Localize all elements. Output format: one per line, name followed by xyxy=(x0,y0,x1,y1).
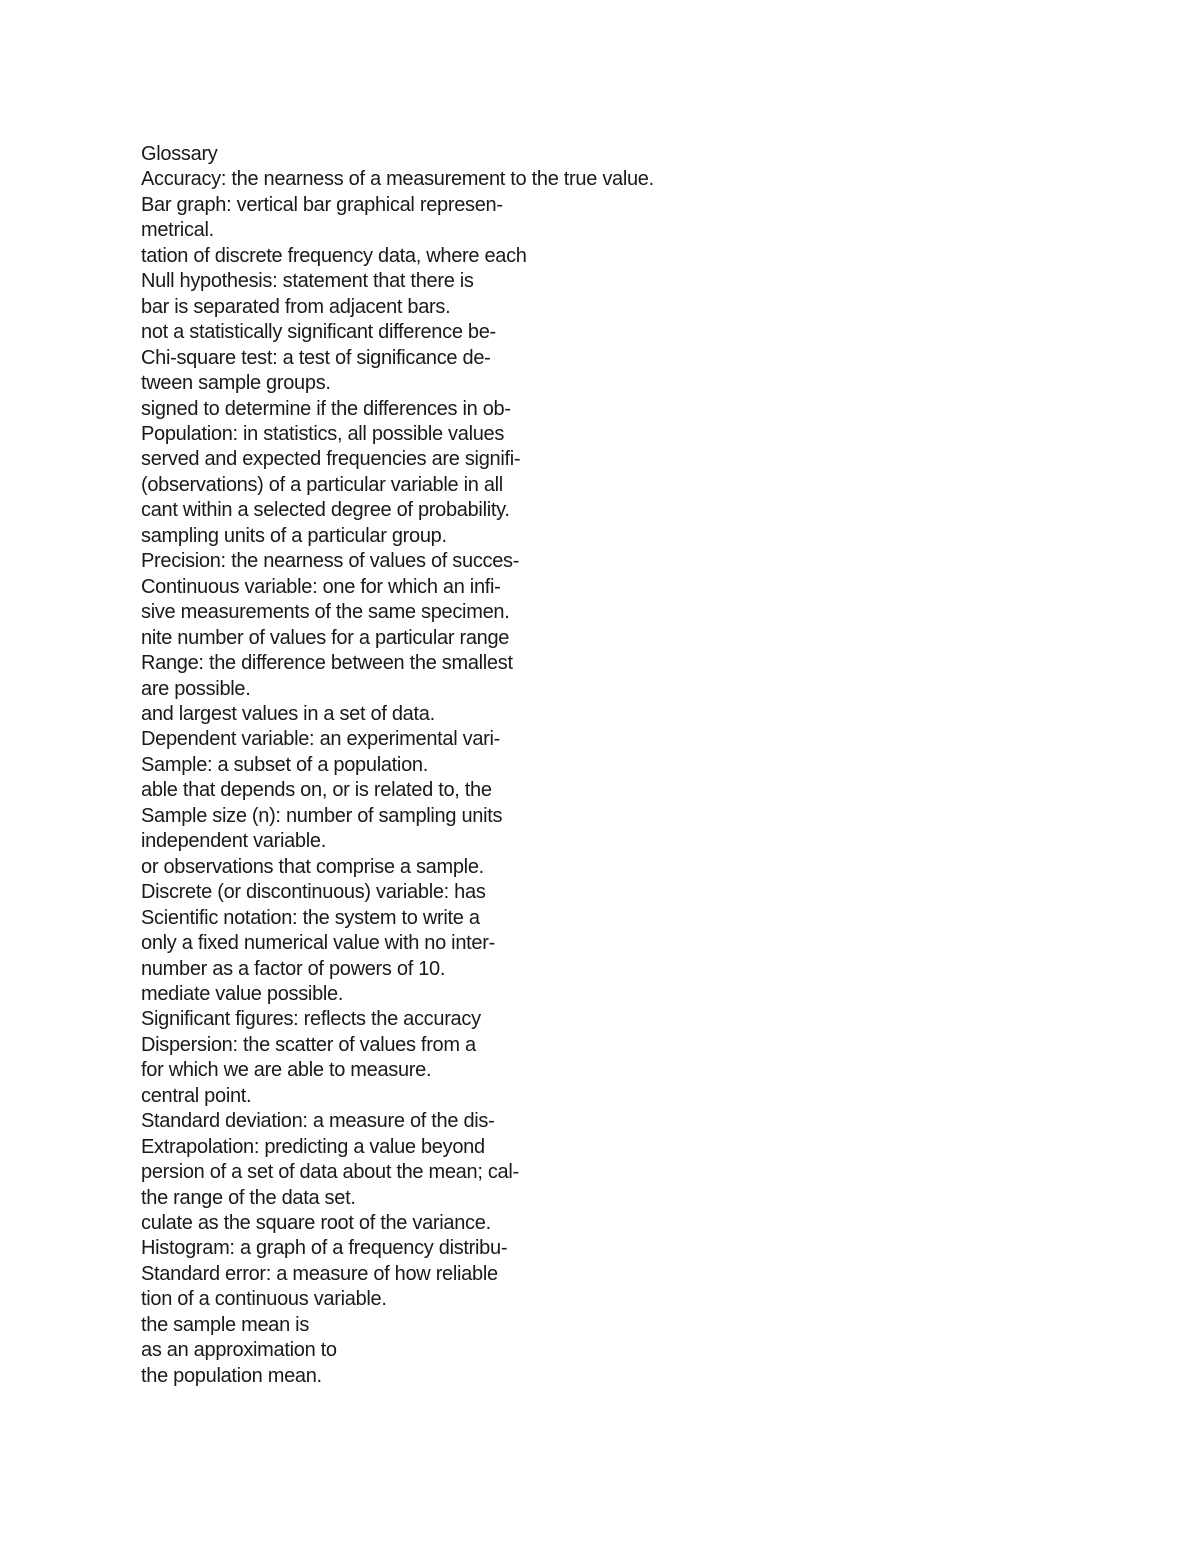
glossary-line: Scientific notation: the system to write a xyxy=(141,906,480,929)
glossary-line: or observations that comprise a sample. xyxy=(141,855,484,878)
glossary-line: Histogram: a graph of a frequency distribu- xyxy=(141,1237,508,1260)
glossary-line: able that depends on, or is related to, the xyxy=(141,779,492,802)
glossary-line: Bar graph: vertical bar graphical represen- xyxy=(141,193,503,216)
glossary-line: only a fixed numerical value with no inter- xyxy=(141,932,495,955)
glossary-line: nite number of values for a particular range xyxy=(141,626,510,649)
glossary-line: mediate value possible. xyxy=(141,982,344,1005)
glossary-line: the range of the data set. xyxy=(141,1186,356,1209)
glossary-line: Range: the difference between the smallest xyxy=(141,652,513,675)
glossary-line: Standard error: a measure of how reliable xyxy=(141,1262,498,1285)
glossary-line: bar is separated from adjacent bars. xyxy=(141,295,451,318)
glossary-line: and largest values in a set of data. xyxy=(141,702,435,725)
glossary-line: Standard deviation: a measure of the dis- xyxy=(141,1110,495,1133)
glossary-line: Null hypothesis: statement that there is xyxy=(141,270,474,293)
glossary-line: for which we are able to measure. xyxy=(141,1059,432,1082)
glossary-line: Sample: a subset of a population. xyxy=(141,753,428,776)
glossary-line: Population: in statistics, all possible values xyxy=(141,422,505,445)
glossary-line: Dependent variable: an experimental vari- xyxy=(141,728,501,751)
glossary-line: tion of a continuous variable. xyxy=(141,1288,387,1311)
glossary-line: culate as the square root of the variance. xyxy=(141,1212,491,1235)
glossary-line: Precision: the nearness of values of succes- xyxy=(141,550,520,573)
glossary-line: Discrete (or discontinuous) variable: has xyxy=(141,881,486,904)
glossary-line: metrical. xyxy=(141,219,214,242)
glossary-line: sive measurements of the same specimen. xyxy=(141,601,510,624)
glossary-line: not a statistically significant difference be- xyxy=(141,321,496,344)
glossary-line: Significant figures: reflects the accuracy xyxy=(141,1008,481,1031)
glossary-line: the population mean. xyxy=(141,1364,322,1387)
glossary-line: tation of discrete frequency data, where each xyxy=(141,244,527,267)
glossary-line: the sample mean is xyxy=(141,1313,310,1336)
glossary-line: Chi-square test: a test of significance de- xyxy=(141,346,491,369)
glossary-text-block xyxy=(141,142,1141,1389)
glossary-line: Accuracy: the nearness of a measurement to the true value. xyxy=(141,168,654,191)
glossary-line: as an approximation to xyxy=(141,1339,337,1362)
glossary-line: independent variable. xyxy=(141,830,326,853)
glossary-line: are possible. xyxy=(141,677,251,700)
glossary-line: central point. xyxy=(141,1084,252,1107)
glossary-line: number as a factor of powers of 10. xyxy=(141,957,446,980)
glossary-line: signed to determine if the differences in ob- xyxy=(141,397,511,420)
glossary-line: sampling units of a particular group. xyxy=(141,524,447,547)
glossary-line: Extrapolation: predicting a value beyond xyxy=(141,1135,485,1158)
glossary-heading: Glossary xyxy=(141,143,218,165)
glossary-line: Continuous variable: one for which an infi- xyxy=(141,575,501,598)
glossary-line: Dispersion: the scatter of values from a xyxy=(141,1033,476,1056)
glossary-line: Sample size (n): number of sampling units xyxy=(141,804,503,827)
glossary-line: tween sample groups. xyxy=(141,372,331,395)
glossary-line: persion of a set of data about the mean; cal- xyxy=(141,1161,519,1184)
glossary-line: served and expected frequencies are signifi- xyxy=(141,448,521,471)
glossary-line: (observations) of a particular variable in all xyxy=(141,473,503,496)
glossary-line: cant within a selected degree of probability. xyxy=(141,499,510,522)
